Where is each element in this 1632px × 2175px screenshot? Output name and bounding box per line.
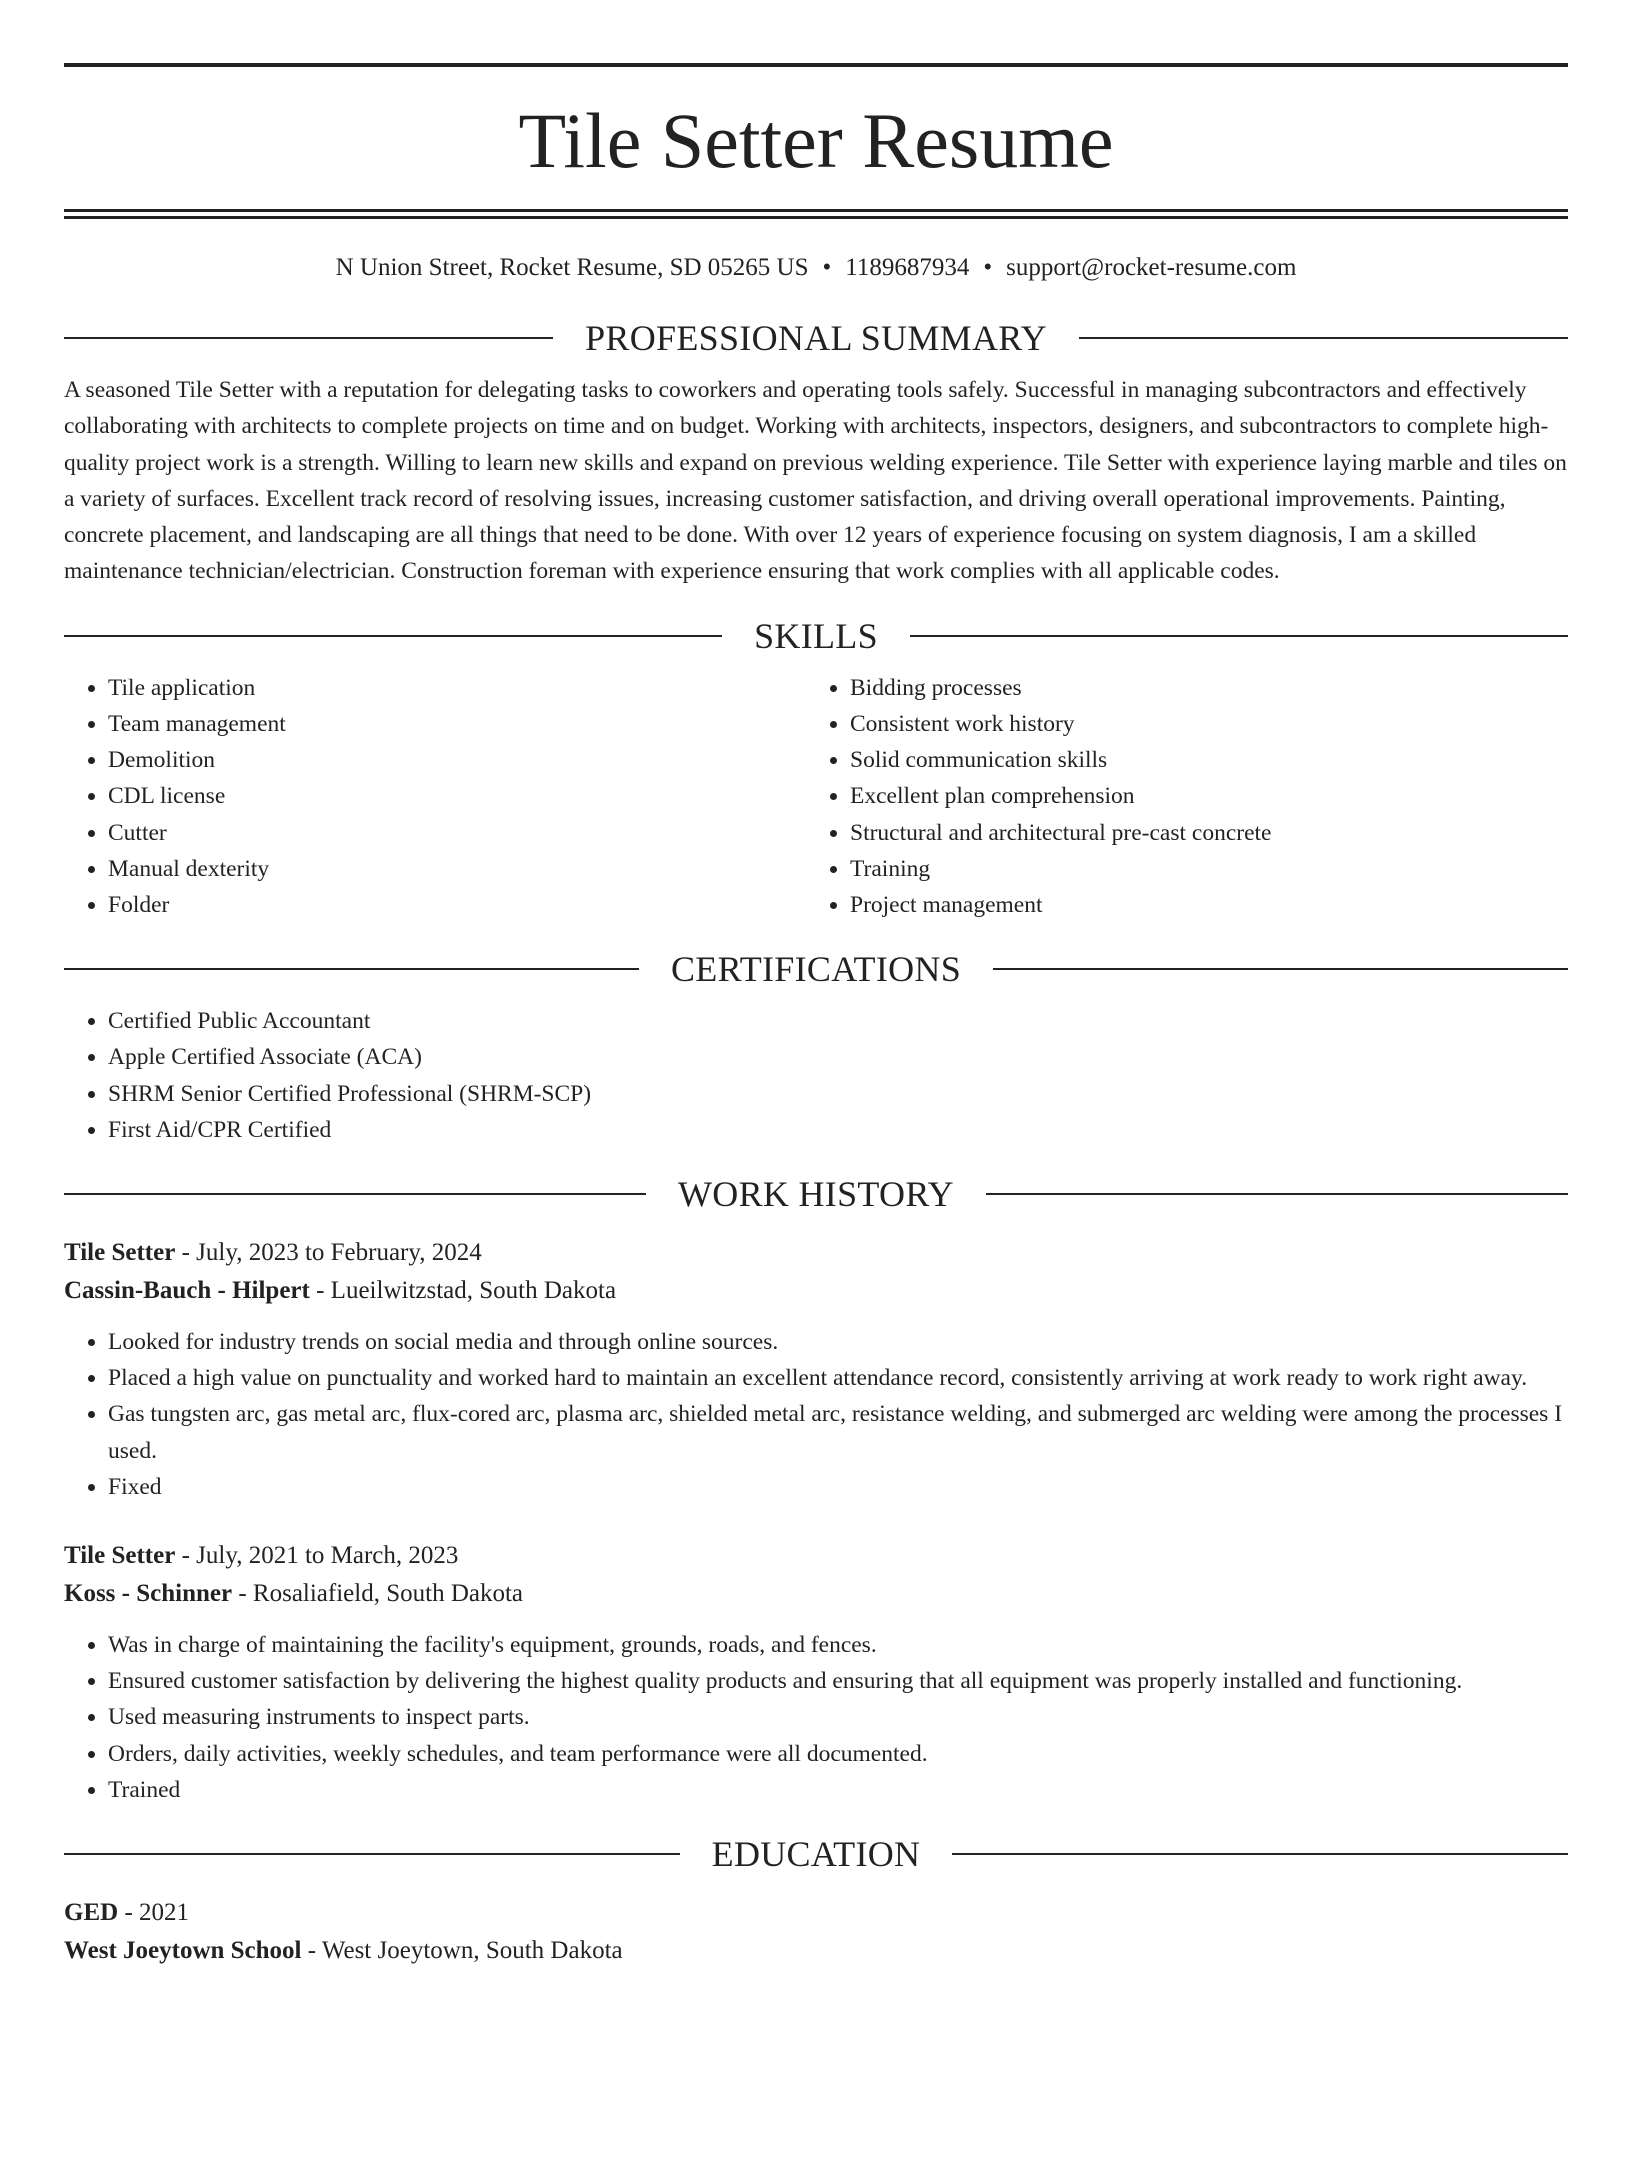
heading-rule-left [64, 635, 722, 637]
certification-item: • First Aid/CPR Certified [108, 1112, 1568, 1148]
skills-grid [64, 670, 1568, 923]
skill-item: • Tile application [108, 670, 806, 706]
job-title: Tile Setter [64, 1239, 176, 1267]
top-rule [64, 63, 1568, 67]
skill-item: • Team management [108, 706, 806, 742]
education-degree-line [64, 1894, 1568, 1932]
certification-item: • Apple Certified Associate (ACA) [108, 1039, 1568, 1075]
job-bullets [64, 1627, 1568, 1808]
job-dates: - July, 2021 to March, 2023 [175, 1542, 459, 1570]
skill-item: • Project management [850, 887, 1548, 923]
job-bullet: • Fixed [108, 1469, 1568, 1505]
job-location: - Lueilwitzstad, South Dakota [309, 1277, 617, 1305]
heading-rule-left [64, 1853, 680, 1855]
contact-phone: 1189687934 [845, 254, 970, 281]
job-bullet: • Gas tungsten arc, gas metal arc, flux-cored arc, plasma arc, shielded metal arc, resistance welding, and submerged arc welding were among the processes I used. [108, 1396, 1568, 1468]
job-title: Tile Setter [64, 1542, 176, 1570]
skill-item: • Solid communication skills [850, 742, 1548, 778]
job-company-line [64, 1575, 1568, 1613]
education-heading [64, 1832, 1568, 1876]
job-bullet: • Was in charge of maintaining the facility's equipment, grounds, roads, and fences. [108, 1627, 1568, 1663]
job-bullet: • Trained [108, 1772, 1568, 1808]
skill-item: • Manual dexterity [108, 851, 806, 887]
contact-line [64, 253, 1568, 283]
education-degree: GED [64, 1899, 119, 1927]
skills-column-left [64, 670, 806, 923]
heading-rule-left [64, 968, 639, 970]
skills-column-right [806, 670, 1548, 923]
heading-rule-right [1079, 337, 1568, 339]
work-history-heading-label: WORK HISTORY [678, 1174, 954, 1215]
heading-rule-right [910, 635, 1568, 637]
skill-item: • Excellent plan comprehension [850, 778, 1548, 814]
summary-heading-label: PROFESSIONAL SUMMARY [585, 318, 1047, 358]
certifications-list [64, 1003, 1568, 1148]
skill-item: • Training [850, 851, 1548, 887]
skill-item: • Structural and architectural pre-cast concrete [850, 815, 1548, 851]
education-year: - 2021 [118, 1899, 190, 1927]
certifications-heading [64, 947, 1568, 991]
job-company-line [64, 1272, 1568, 1310]
education-entry [64, 1894, 1568, 1970]
certification-item: • SHRM Senior Certified Professional (SHRM-SCP) [108, 1076, 1568, 1112]
summary-heading [64, 316, 1568, 360]
job-company: Cassin-Bauch - Hilpert [64, 1277, 310, 1305]
education-school: West Joeytown School [64, 1937, 302, 1965]
contact-address: N Union Street, Rocket Resume, SD 05265 US [335, 254, 809, 281]
job-bullet: • Orders, daily activities, weekly schedules, and team performance were all documented. [108, 1736, 1568, 1772]
job-bullets [64, 1324, 1568, 1505]
skill-item: • CDL license [108, 778, 806, 814]
resume-page [64, 63, 1568, 1970]
skills-heading-label: SKILLS [754, 615, 878, 656]
job-bullet: • Placed a high value on punctuality and worked hard to maintain an excellent attendance record, consistently arriving at work ready to work right away. [108, 1360, 1568, 1396]
job-bullet: • Ensured customer satisfaction by delivering the highest quality products and ensuring that all equipment was properly installed and functioning. [108, 1663, 1568, 1699]
contact-separator: • [983, 254, 993, 281]
education-school-line [64, 1932, 1568, 1970]
job-entry [64, 1537, 1568, 1808]
heading-rule-left [64, 337, 553, 339]
summary-text: A seasoned Tile Setter with a reputation for delegating tasks to coworkers and operating tools safely. Successful in managing subcontractors and effectively collaborating with architects to complete projects on time and on budget. Working with architects, inspectors, designers, and subcontractors to complete high-quality project work is a strength. Willing to learn new skills and expand on previous welding experience. Tile Setter with experience laying marble and tiles on a variety of surfaces. Excellent track record of resolving issues, increasing customer satisfaction, and driving overall operational improvements. Painting, concrete placement, and landscaping are all things that need to be done. With over 12 years of experience focusing on system diagnosis, I am a skilled maintenance technician/electrician. Construction foreman with experience ensuring that work complies with all applicable codes. [64, 377, 1567, 585]
contact-email: support@rocket-resume.com [1006, 254, 1297, 281]
title-double-rule [64, 209, 1568, 219]
job-bullet: • Looked for industry trends on social media and through online sources. [108, 1324, 1568, 1360]
job-dates: - July, 2023 to February, 2024 [175, 1239, 482, 1267]
page-title: Tile Setter Resume [518, 97, 1114, 184]
heading-rule-right [986, 1193, 1568, 1195]
skill-item: • Folder [108, 887, 806, 923]
job-title-line [64, 1234, 1568, 1272]
skills-heading [64, 614, 1568, 658]
certification-item: • Certified Public Accountant [108, 1003, 1568, 1039]
contact-separator: • [822, 254, 832, 281]
job-entry [64, 1234, 1568, 1505]
skill-item: • Cutter [108, 815, 806, 851]
job-title-line [64, 1537, 1568, 1575]
heading-rule-left [64, 1193, 646, 1195]
job-company: Koss - Schinner [64, 1580, 233, 1608]
certifications-heading-label: CERTIFICATIONS [670, 949, 962, 990]
education-location: - West Joeytown, South Dakota [301, 1937, 623, 1965]
skill-item: • Bidding processes [850, 670, 1548, 706]
job-bullet: • Used measuring instruments to inspect parts. [108, 1699, 1568, 1735]
heading-rule-right [993, 968, 1568, 970]
heading-rule-right [952, 1853, 1568, 1855]
education-heading-label: EDUCATION [711, 1834, 921, 1875]
work-history-heading [64, 1172, 1568, 1216]
job-location: - Rosaliafield, South Dakota [232, 1580, 524, 1608]
skill-item: • Demolition [108, 742, 806, 778]
skill-item: • Consistent work history [850, 706, 1548, 742]
